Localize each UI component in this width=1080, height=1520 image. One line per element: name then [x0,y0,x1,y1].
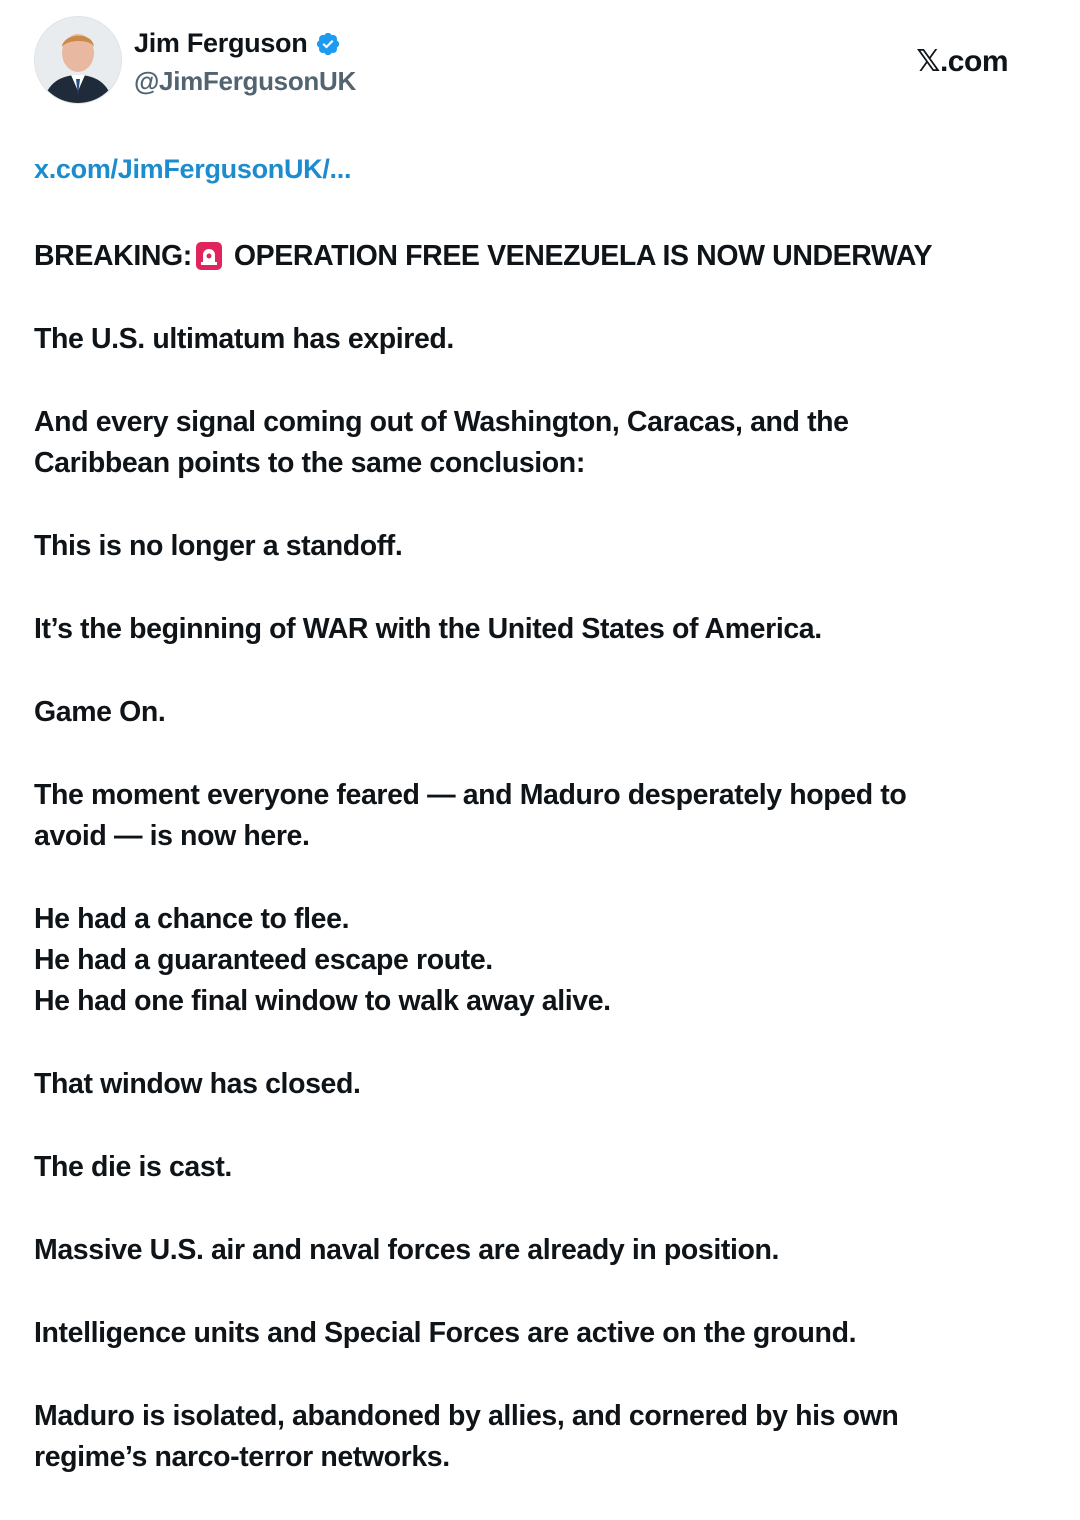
breaking-headline-text: OPERATION FREE VENEZUELA IS NOW UNDERWAY [233,240,933,272]
verified-badge-icon [315,31,341,57]
post-paragraph: The U.S. ultimatum has expired. [34,323,454,355]
avatar[interactable] [34,16,122,104]
post-paragraph: Massive U.S. air and naval forces are already in position. [34,1234,780,1266]
post-paragraph: The die is cast. [34,1151,232,1183]
breaking-prefix: BREAKING: [34,240,192,272]
breaking-headline [34,236,1034,277]
author-handle[interactable]: @JimFergusonUK [134,66,356,96]
author-display-name[interactable]: Jim Ferguson [134,28,308,58]
post-header [34,16,1046,112]
post-body [34,236,1034,1520]
x-logo-icon: 𝕏 [916,44,940,79]
post-paragraph: That window has closed. [34,1068,361,1100]
x-brand-logo[interactable] [916,44,1008,79]
author-name-row[interactable] [134,28,341,59]
post-paragraph: The moment everyone feared — and Maduro desperately hoped to avoid — is now here. [34,779,907,852]
post-paragraph: This is no longer a standoff. [34,530,403,562]
post-paragraph: It’s the beginning of WAR with the United States of America. [34,613,822,645]
post-paragraph: And every signal coming out of Washington, Caracas, and the Caribbean points to the same conclusion: [34,406,849,479]
post-paragraph: Game On. [34,696,166,728]
siren-icon [196,241,222,269]
brand-domain: .com [939,45,1008,78]
post-link[interactable]: x.com/JimFergusonUK/... [34,154,352,184]
post-paragraph: Intelligence units and Special Forces are active on the ground. [34,1317,857,1349]
avatar-portrait-icon [35,17,121,103]
post-paragraph: Maduro is isolated, abandoned by allies, and cornered by his own regime’s narco-terror networks. [34,1400,899,1473]
post-paragraph: He had a chance to flee. He had a guaranteed escape route. He had one final window to walk away alive. [34,903,611,1017]
